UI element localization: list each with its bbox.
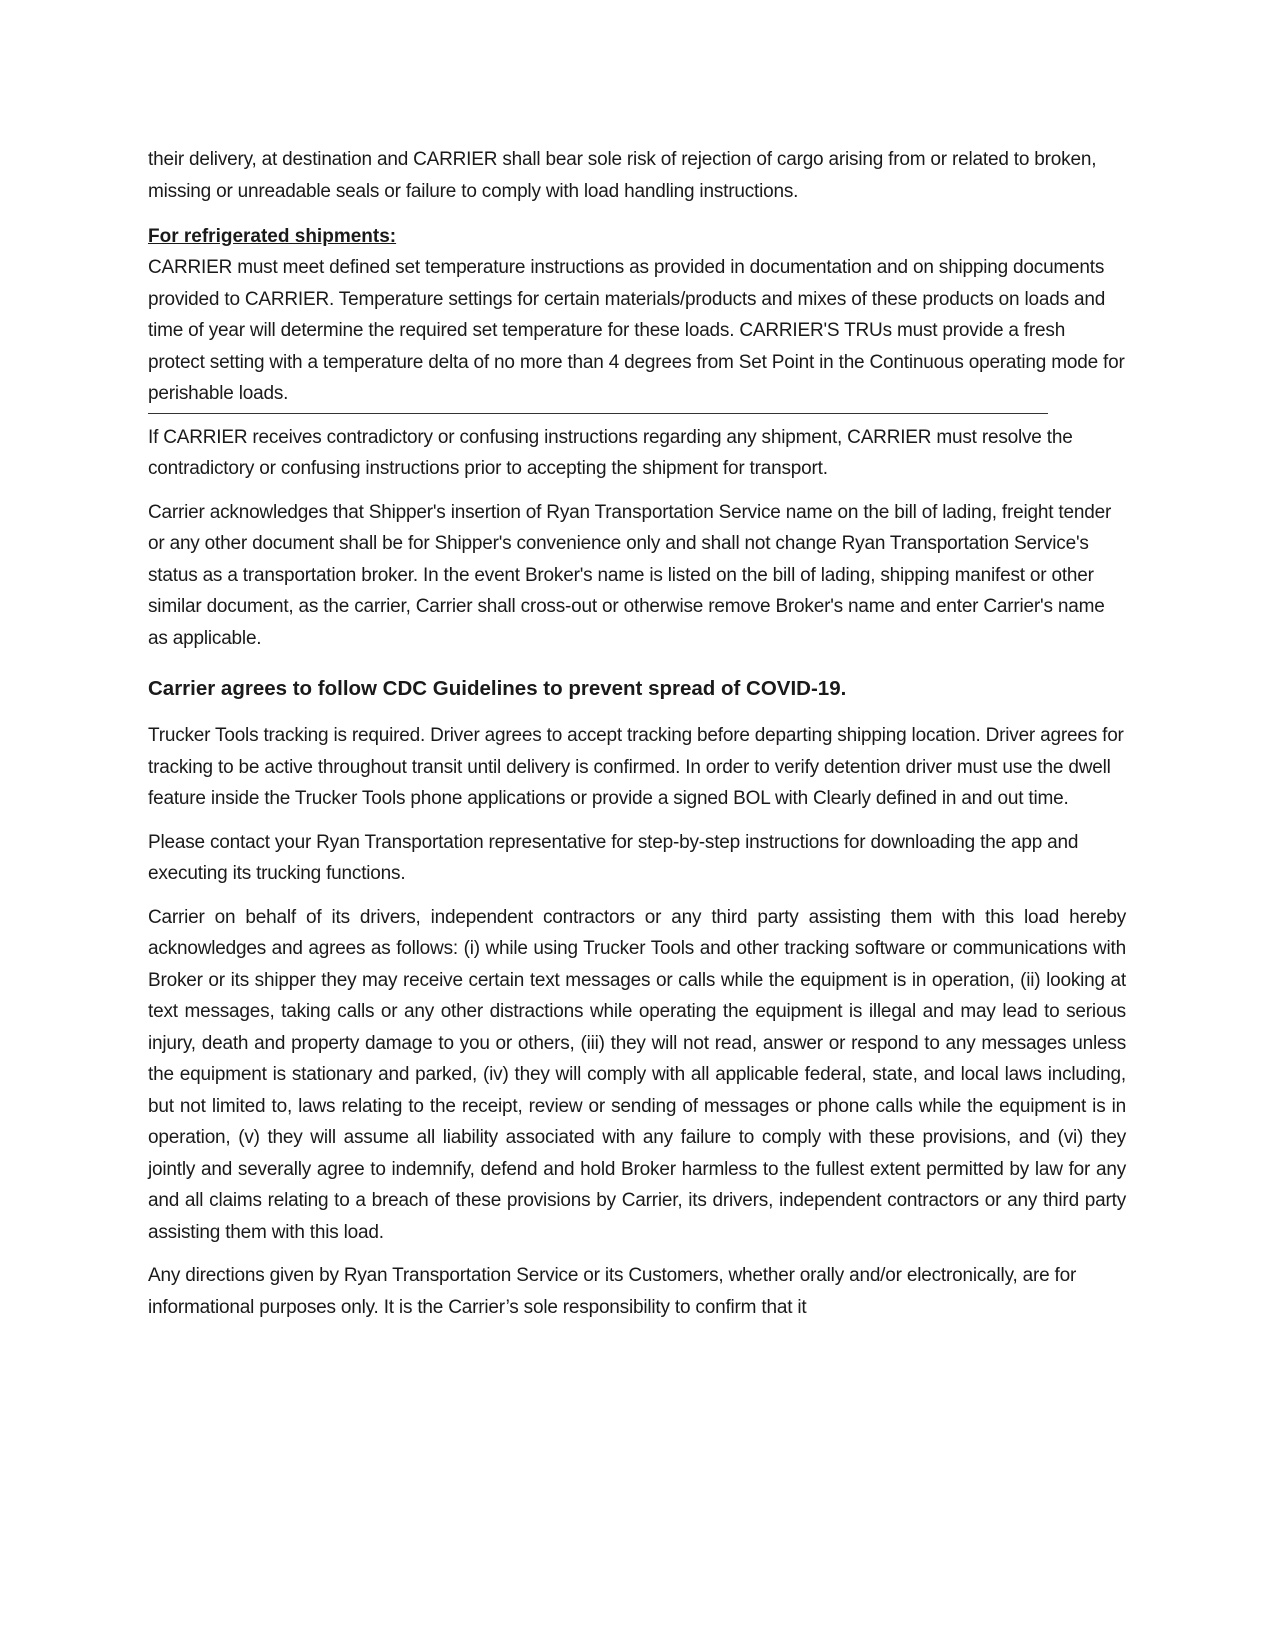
shipper-insertion-paragraph: Carrier acknowledges that Shipper's insertion of Ryan Transportation Service name on the bill of lading, freight tender or any other document shall be for Shipper's convenience only and shall not change Ryan Transportation Service's status as a transportation broker. In the event Broker's name is listed on the bill of lading, shipping manifest or other similar document, as the carrier, Carrier shall cross-out or otherwise remove Broker's name and enter Carrier's name as applicable. [148,501,1112,649]
document-page [148,144,1126,1323]
contact-paragraph: Please contact your Ryan Transportation representative for step-by-step instructions for downloading the app and executing its trucking functions. [148,831,1079,884]
contradictory-paragraph: If CARRIER receives contradictory or confusing instructions regarding any shipment, CARRIER must resolve the contradictory or confusing instructions prior to accepting the shipment for transport. [148,426,1073,479]
refrigerated-heading: For refrigerated shipments: [148,226,397,247]
directions-paragraph: Any directions given by Ryan Transportation Service or its Customers, whether orally and/or electronically, are for informational purposes only. It is the Carrier’s sole responsibility to confirm that it [148,1265,1077,1318]
delivery-paragraph: their delivery, at destination and CARRIER shall bear sole risk of rejection of cargo arising from or related to broken, missing or unreadable seals or failure to comply with load handling instructions. [148,149,1097,202]
tracking-paragraph: Trucker Tools tracking is required. Driver agrees to accept tracking before departing shipping location. Driver agrees for tracking to be active throughout transit until delivery is confirmed. In order to verify detention driver must use the dwell feature inside the Trucker Tools phone applications or provide a signed BOL with Clearly defined in and out time. [148,725,1124,809]
horizontal-rule [148,413,1048,414]
refrigerated-paragraph: CARRIER must meet defined set temperature instructions as provided in documentation and on shipping documents provided to CARRIER. Temperature settings for certain materials/products and mixes of these products on loads and time of year will determine the required set temperature for these loads. CARRIER'S TRUs must provide a fresh protect setting with a temperature delta of no more than 4 degrees from Set Point in the Continuous operating mode for perishable loads. [148,257,1125,404]
covid-heading: Carrier agrees to follow CDC Guidelines to prevent spread of COVID-19. [148,677,847,700]
drivers-paragraph: Carrier on behalf of its drivers, independent contractors or any third party assisting them with this load hereby acknowledges and agrees as follows: (i) while using Trucker Tools and other tracking software or communications with Broker or its shipper they may receive certain text messages or calls while the equipment is in operation, (ii) looking at text messages, taking calls or any other distractions while operating the equipment is illegal and may lead to serious injury, death and property damage to you or others, (iii) they will not read, answer or respond to any messages unless the equipment is stationary and parked, (iv) they will comply with all applicable federal, state, and local laws including, but not limited to, laws relating to the receipt, review or sending of messages or phone calls while the equipment is in operation, (v) they will assume all liability associated with any failure to comply with these provisions, and (vi) they jointly and severally agree to indemnify, defend and hold Broker harmless to the fullest extent permitted by law for any and all claims relating to a breach of these provisions by Carrier, its drivers, independent contractors or any third party assisting them with this load. [148,906,1126,1243]
